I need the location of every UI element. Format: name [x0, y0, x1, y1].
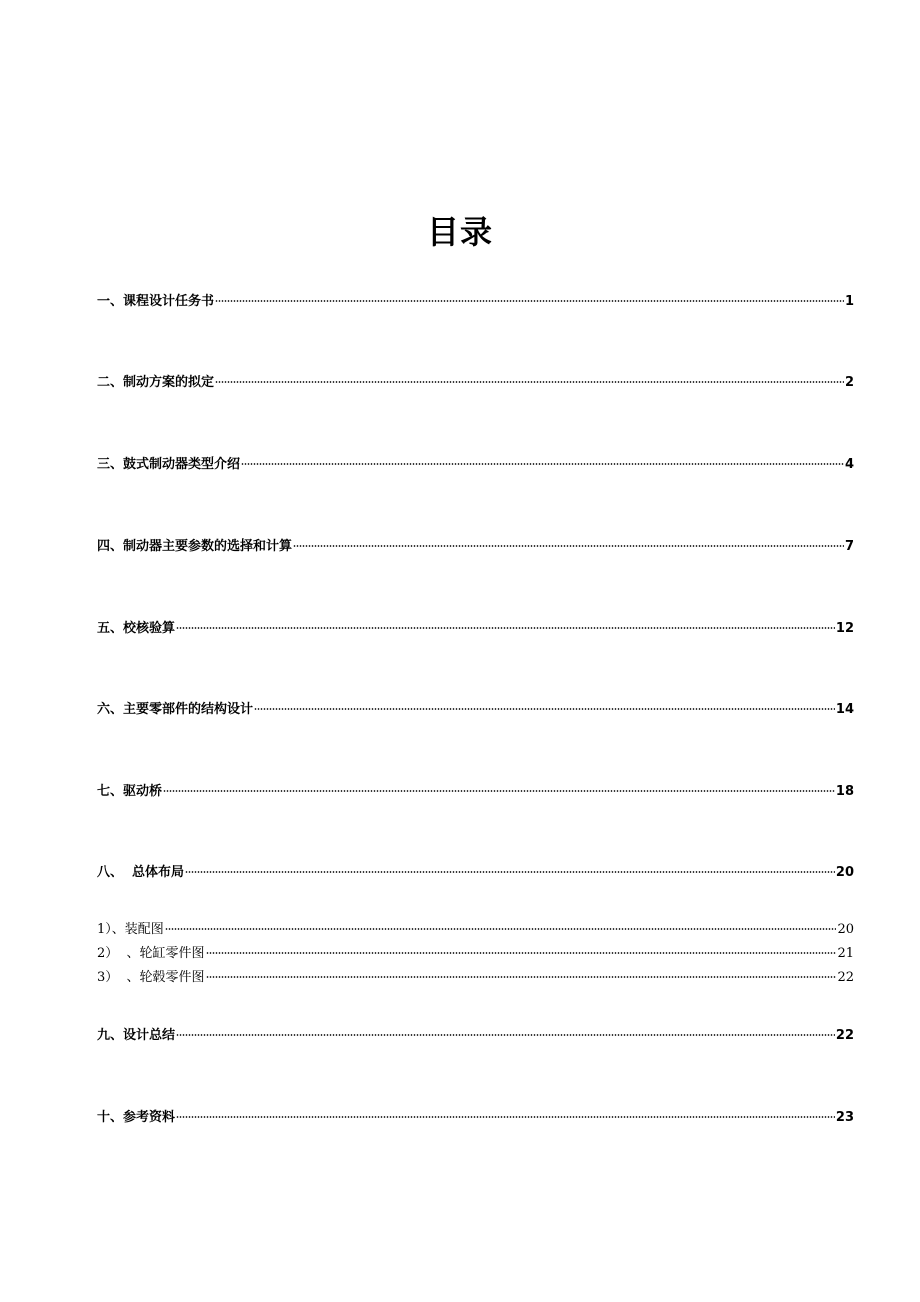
toc-dot-leader	[215, 300, 844, 302]
toc-subentry-page: 21	[837, 946, 854, 961]
page-title: 目录	[426, 213, 493, 251]
toc-entry-1[interactable]	[97, 292, 854, 312]
toc-entry-label: 一、课程设计任务书	[97, 294, 215, 309]
toc-entry-page: 12	[835, 621, 854, 636]
toc-subentry-label: 3） 、轮毂零件图	[97, 970, 205, 985]
toc-entry-page: 14	[835, 702, 854, 717]
toc-subentry-page: 22	[837, 970, 854, 985]
toc-entry-page: 1	[844, 294, 854, 309]
toc-subentry-3[interactable]	[97, 968, 854, 988]
toc-entry-label: 三、鼓式制动器类型介绍	[97, 457, 241, 472]
toc-entry-9[interactable]	[97, 1026, 854, 1046]
toc-entry-label: 七、驱动桥	[97, 784, 163, 799]
toc-dot-leader	[163, 790, 835, 792]
toc-dot-leader	[165, 928, 837, 930]
toc-entry-label: 二、制动方案的拟定	[97, 375, 215, 390]
toc-entry-page: 4	[844, 457, 854, 472]
toc-entry-page: 23	[835, 1110, 854, 1125]
toc-entry-page: 7	[844, 539, 854, 554]
toc-subentry-1[interactable]	[97, 920, 854, 940]
toc-dot-leader	[176, 1034, 835, 1036]
toc-entry-label: 六、主要零部件的结构设计	[97, 702, 254, 717]
toc-subentry-2[interactable]	[97, 944, 854, 964]
toc-entry-7[interactable]	[97, 782, 854, 802]
toc-entry-page: 22	[835, 1028, 854, 1043]
toc-entry-2[interactable]	[97, 373, 854, 393]
toc-entry-label: 五、校核验算	[97, 621, 176, 636]
toc-entry-label: 四、制动器主要参数的选择和计算	[97, 539, 293, 554]
toc-subentry-label: 2） 、轮缸零件图	[97, 946, 205, 961]
toc-dot-leader	[176, 627, 835, 629]
toc-entry-5[interactable]	[97, 619, 854, 639]
toc-dot-leader	[293, 545, 844, 547]
toc-dot-leader	[206, 952, 837, 954]
toc-entry-label: 九、设计总结	[97, 1028, 176, 1043]
toc-dot-leader	[206, 976, 837, 978]
toc-entry-label: 八、 总体布局	[97, 865, 185, 880]
toc-dot-leader	[176, 1116, 835, 1118]
toc-entry-4[interactable]	[97, 537, 854, 557]
toc-dot-leader	[185, 871, 835, 873]
toc-dot-leader	[254, 708, 835, 710]
toc-entry-page: 2	[844, 375, 854, 390]
toc-subentry-label: 1）、装配图	[97, 922, 164, 937]
toc-entry-10[interactable]	[97, 1108, 854, 1128]
toc-entry-label: 十、参考资料	[97, 1110, 176, 1125]
toc-entry-page: 18	[835, 784, 854, 799]
toc-dot-leader	[241, 463, 844, 465]
toc-entry-6[interactable]	[97, 700, 854, 720]
toc-entry-8[interactable]	[97, 863, 854, 883]
toc-entry-page: 20	[835, 865, 854, 880]
toc-dot-leader	[215, 381, 844, 383]
toc-entry-3[interactable]	[97, 455, 854, 475]
toc-subentry-page: 20	[837, 922, 854, 937]
